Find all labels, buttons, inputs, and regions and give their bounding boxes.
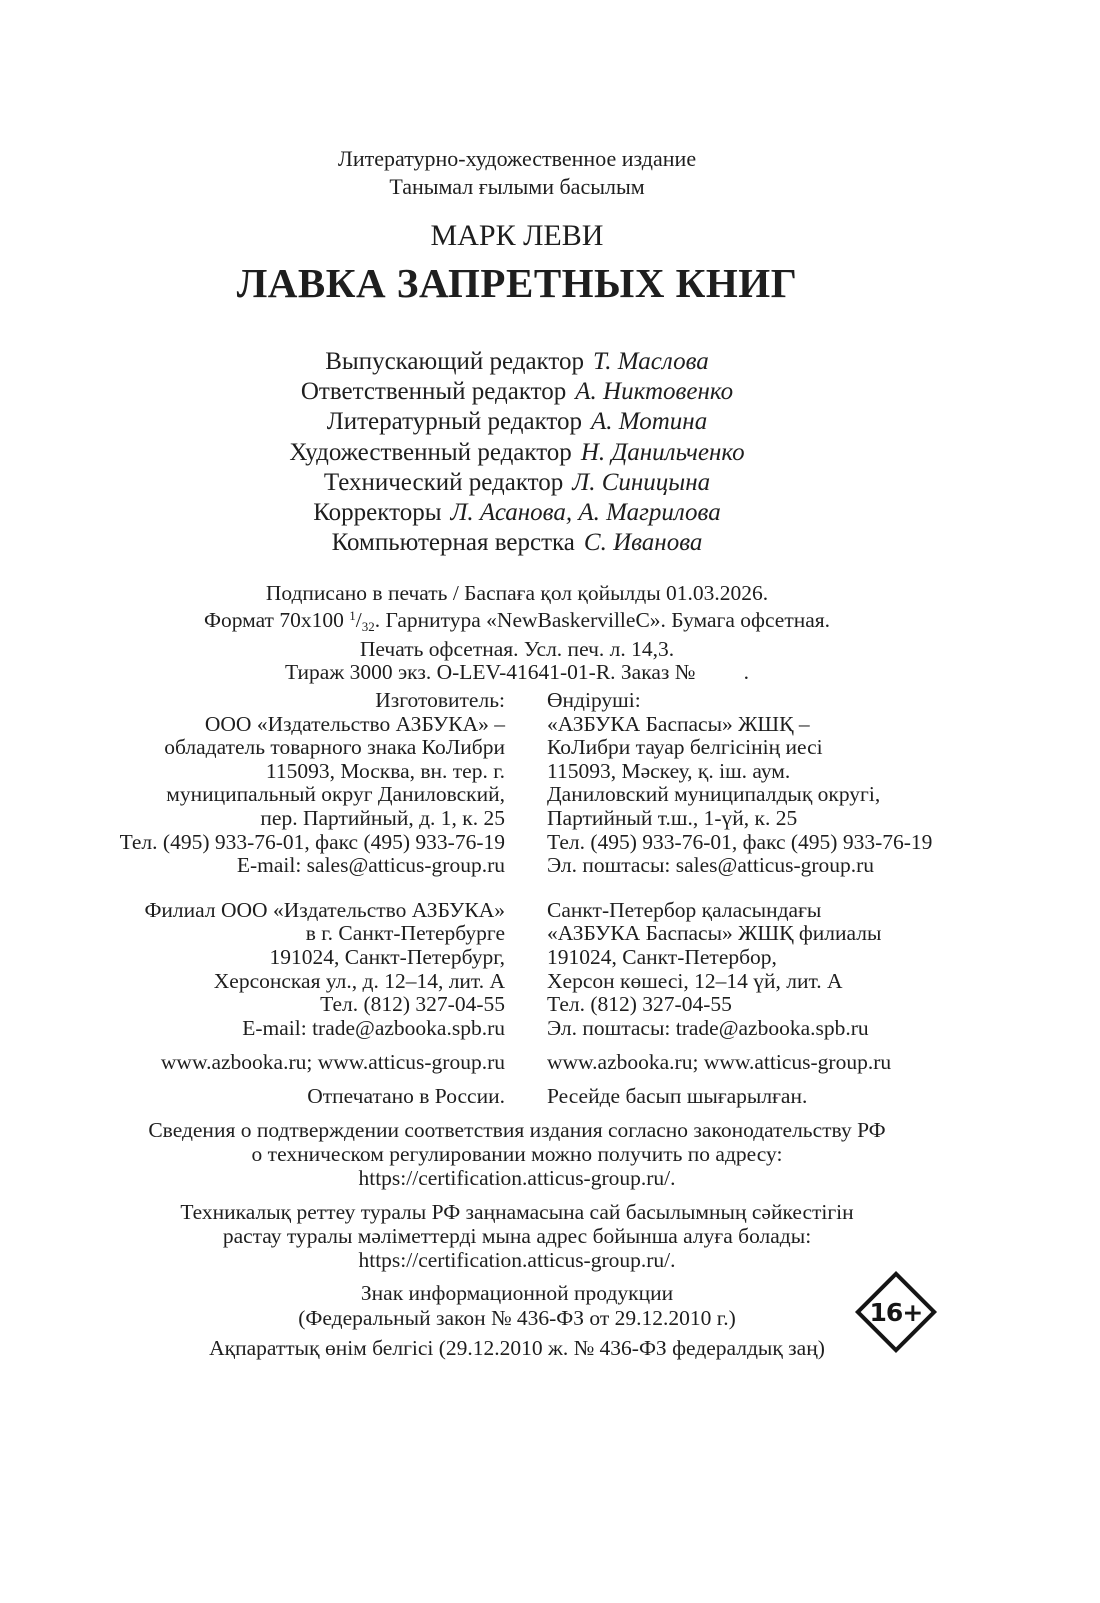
editor-row [0, 347, 1034, 377]
edition-type-ru-line: Литературно-художественное издание [337, 146, 697, 171]
manufacturer-kz-line: Эл. поштасы: sales@atticus-group.ru [547, 853, 875, 878]
format-fraction-slash: / [355, 607, 362, 632]
info-mark-ru-line: Знак информационной продукции [360, 1281, 674, 1305]
certification-kz-url: https://certification.atticus-group.ru/. [358, 1248, 676, 1272]
editor-role: Ответственный редактор [300, 378, 567, 406]
printed-in-kz-line: Ресейде басып шығарылған. [547, 1083, 808, 1108]
manufacturer-kz-line: Даниловский муниципалдық округі, [547, 782, 881, 807]
editor-row [0, 407, 1034, 437]
age-rating-label: 16+ [869, 1297, 923, 1327]
print-info-format-line [0, 605, 1034, 639]
websites-kz-line: www.azbooka.ru; www.atticus-group.ru [547, 1050, 892, 1075]
manufacturer-ru-line: ООО «Издательство АЗБУКА» – [204, 711, 505, 736]
branch-kz-block [547, 899, 1034, 1041]
branch-kz-line: Санкт-Петербор қаласындағы [547, 897, 822, 922]
print-info-line: Подписано в печать / Баспаға қол қойылды 01.03.2026. [265, 581, 769, 605]
branch-kz-line: 191024, Санкт-Петербор, [547, 944, 777, 969]
editors-block [0, 347, 1034, 558]
branch-ru-line: в г. Санкт-Петербурге [305, 921, 505, 946]
websites-ru-line: www.azbooka.ru; www.atticus-group.ru [160, 1050, 505, 1075]
certification-ru-line: Сведения о подтверждении соответствия издания согласно законодательству РФ [148, 1118, 886, 1142]
print-info-line: Печать офсетная. Усл. печ. л. 14,3. [359, 637, 675, 662]
editor-name: С. Иванова [583, 529, 703, 557]
editor-role: Выпускающий редактор [325, 348, 584, 375]
branch-kz-line: «АЗБУКА Баспасы» ЖШҚ филиалы [547, 921, 882, 946]
certification-ru-url: https://certification.atticus-group.ru/. [358, 1166, 676, 1190]
branch-ru-block [0, 899, 505, 1041]
editor-role: Художественный редактор [289, 438, 572, 466]
manufacturer-kz-line: Өндіруші: [547, 688, 641, 712]
format-text: Формат 70х100 [203, 607, 344, 632]
editor-role: Литературный редактор [326, 408, 582, 436]
editor-role: Технический редактор [323, 468, 564, 496]
format-text-tail: . Гарнитура «NewBaskervilleC». Бумага офсетная. [374, 607, 831, 632]
branch-kz-line: Эл. поштасы: trade@azbooka.spb.ru [547, 1015, 869, 1040]
print-info-line: Тираж 3000 экз. O-LEV-41641-01-R. Заказ № . [284, 659, 750, 684]
certification-ru-block [0, 1118, 1034, 1190]
editor-role: Компьютерная верстка [331, 529, 575, 557]
certification-kz-block [0, 1200, 1034, 1272]
publisher-column-kz [547, 689, 1034, 1109]
certification-ru-line: о техническом регулировании можно получить по адресу: [251, 1142, 783, 1166]
editor-name: Т. Маслова [592, 348, 709, 375]
manufacturer-ru-line: обладатель товарного знака КоЛибри [164, 735, 505, 760]
print-info-block [0, 582, 1034, 683]
branch-kz-line: Херсон көшесі, 12–14 үй, лит. А [547, 968, 843, 993]
branch-ru-line: Херсонская ул., д. 12–14, лит. А [213, 968, 505, 993]
editor-row [0, 498, 1034, 528]
branch-ru-line: Филиал ООО «Издательство АЗБУКА» [144, 897, 505, 922]
editor-role: Корректоры [313, 499, 442, 527]
editor-row [0, 468, 1034, 498]
publisher-info-columns [0, 689, 1034, 1109]
format-fraction-denominator: 32 [361, 618, 375, 634]
info-mark-law-line: (Федеральный закон № 436-ФЗ от 29.12.2010 г.) [298, 1305, 736, 1330]
edition-type-kz-line: Танымал ғылыми басылым [389, 174, 645, 199]
editor-name: А. Никтовенко [575, 378, 734, 406]
info-mark-kz-line: Ақпараттық өнім белгісі (29.12.2010 ж. № 436-ФЗ федералдық заң) [209, 1336, 825, 1360]
certification-kz-line: Техникалық реттеу туралы РФ заңнамасына сай басылымның сәйкестігін [180, 1200, 854, 1224]
branch-ru-line: E-mail: trade@azbooka.spb.ru [242, 1015, 505, 1040]
editor-name: Л. Асанова, А. Магрилова [450, 499, 721, 527]
editor-name: Н. Данильченко [580, 438, 745, 466]
manufacturer-ru-line: муниципальный округ Даниловский, [166, 782, 505, 807]
book-title: ЛАВКА ЗАПРЕТНЫХ КНИГ [236, 260, 798, 306]
format-fraction-numerator: 1 [349, 607, 356, 623]
printed-in-ru-line: Отпечатано в России. [307, 1083, 505, 1108]
editor-name: А. Мотина [591, 408, 708, 436]
manufacturer-ru-line: 115093, Москва, вн. тер. г. [265, 758, 505, 783]
certification-kz-line: растау туралы мәліметтерді мына адрес бойынша алуға болады: [222, 1224, 812, 1248]
manufacturer-kz-line: Тел. (495) 933-76-01, факс (495) 933-76-19 [547, 829, 933, 854]
manufacturer-ru-line: Изготовитель: [375, 688, 505, 712]
publisher-column-ru [0, 689, 505, 1109]
editor-row [0, 377, 1034, 407]
editor-row [0, 438, 1034, 468]
manufacturer-kz-block [547, 689, 1034, 878]
author-name: МАРК ЛЕВИ [430, 219, 604, 252]
branch-ru-line: Тел. (812) 327-04-55 [320, 992, 505, 1017]
manufacturer-kz-line: 115093, Мәскеу, қ. іш. аум. [547, 758, 791, 783]
manufacturer-ru-line: E-mail: sales@atticus-group.ru [236, 853, 505, 878]
branch-kz-line: Тел. (812) 327-04-55 [547, 992, 732, 1017]
editor-row [0, 528, 1034, 558]
manufacturer-kz-line: КоЛибри тауар белгісінің иесі [547, 735, 823, 760]
manufacturer-kz-line: «АЗБУКА Баспасы» ЖШҚ – [547, 711, 810, 736]
manufacturer-ru-line: Тел. (495) 933-76-01, факс (495) 933-76-19 [119, 829, 505, 854]
manufacturer-kz-line: Партийный т.ш., 1-үй, к. 25 [547, 805, 798, 830]
manufacturer-ru-line: пер. Партийный, д. 1, к. 25 [260, 805, 505, 830]
branch-ru-line: 191024, Санкт-Петербург, [269, 944, 505, 969]
edition-type-block [0, 145, 1034, 201]
editor-name: Л. Синицына [572, 468, 711, 496]
manufacturer-ru-block [0, 689, 505, 878]
